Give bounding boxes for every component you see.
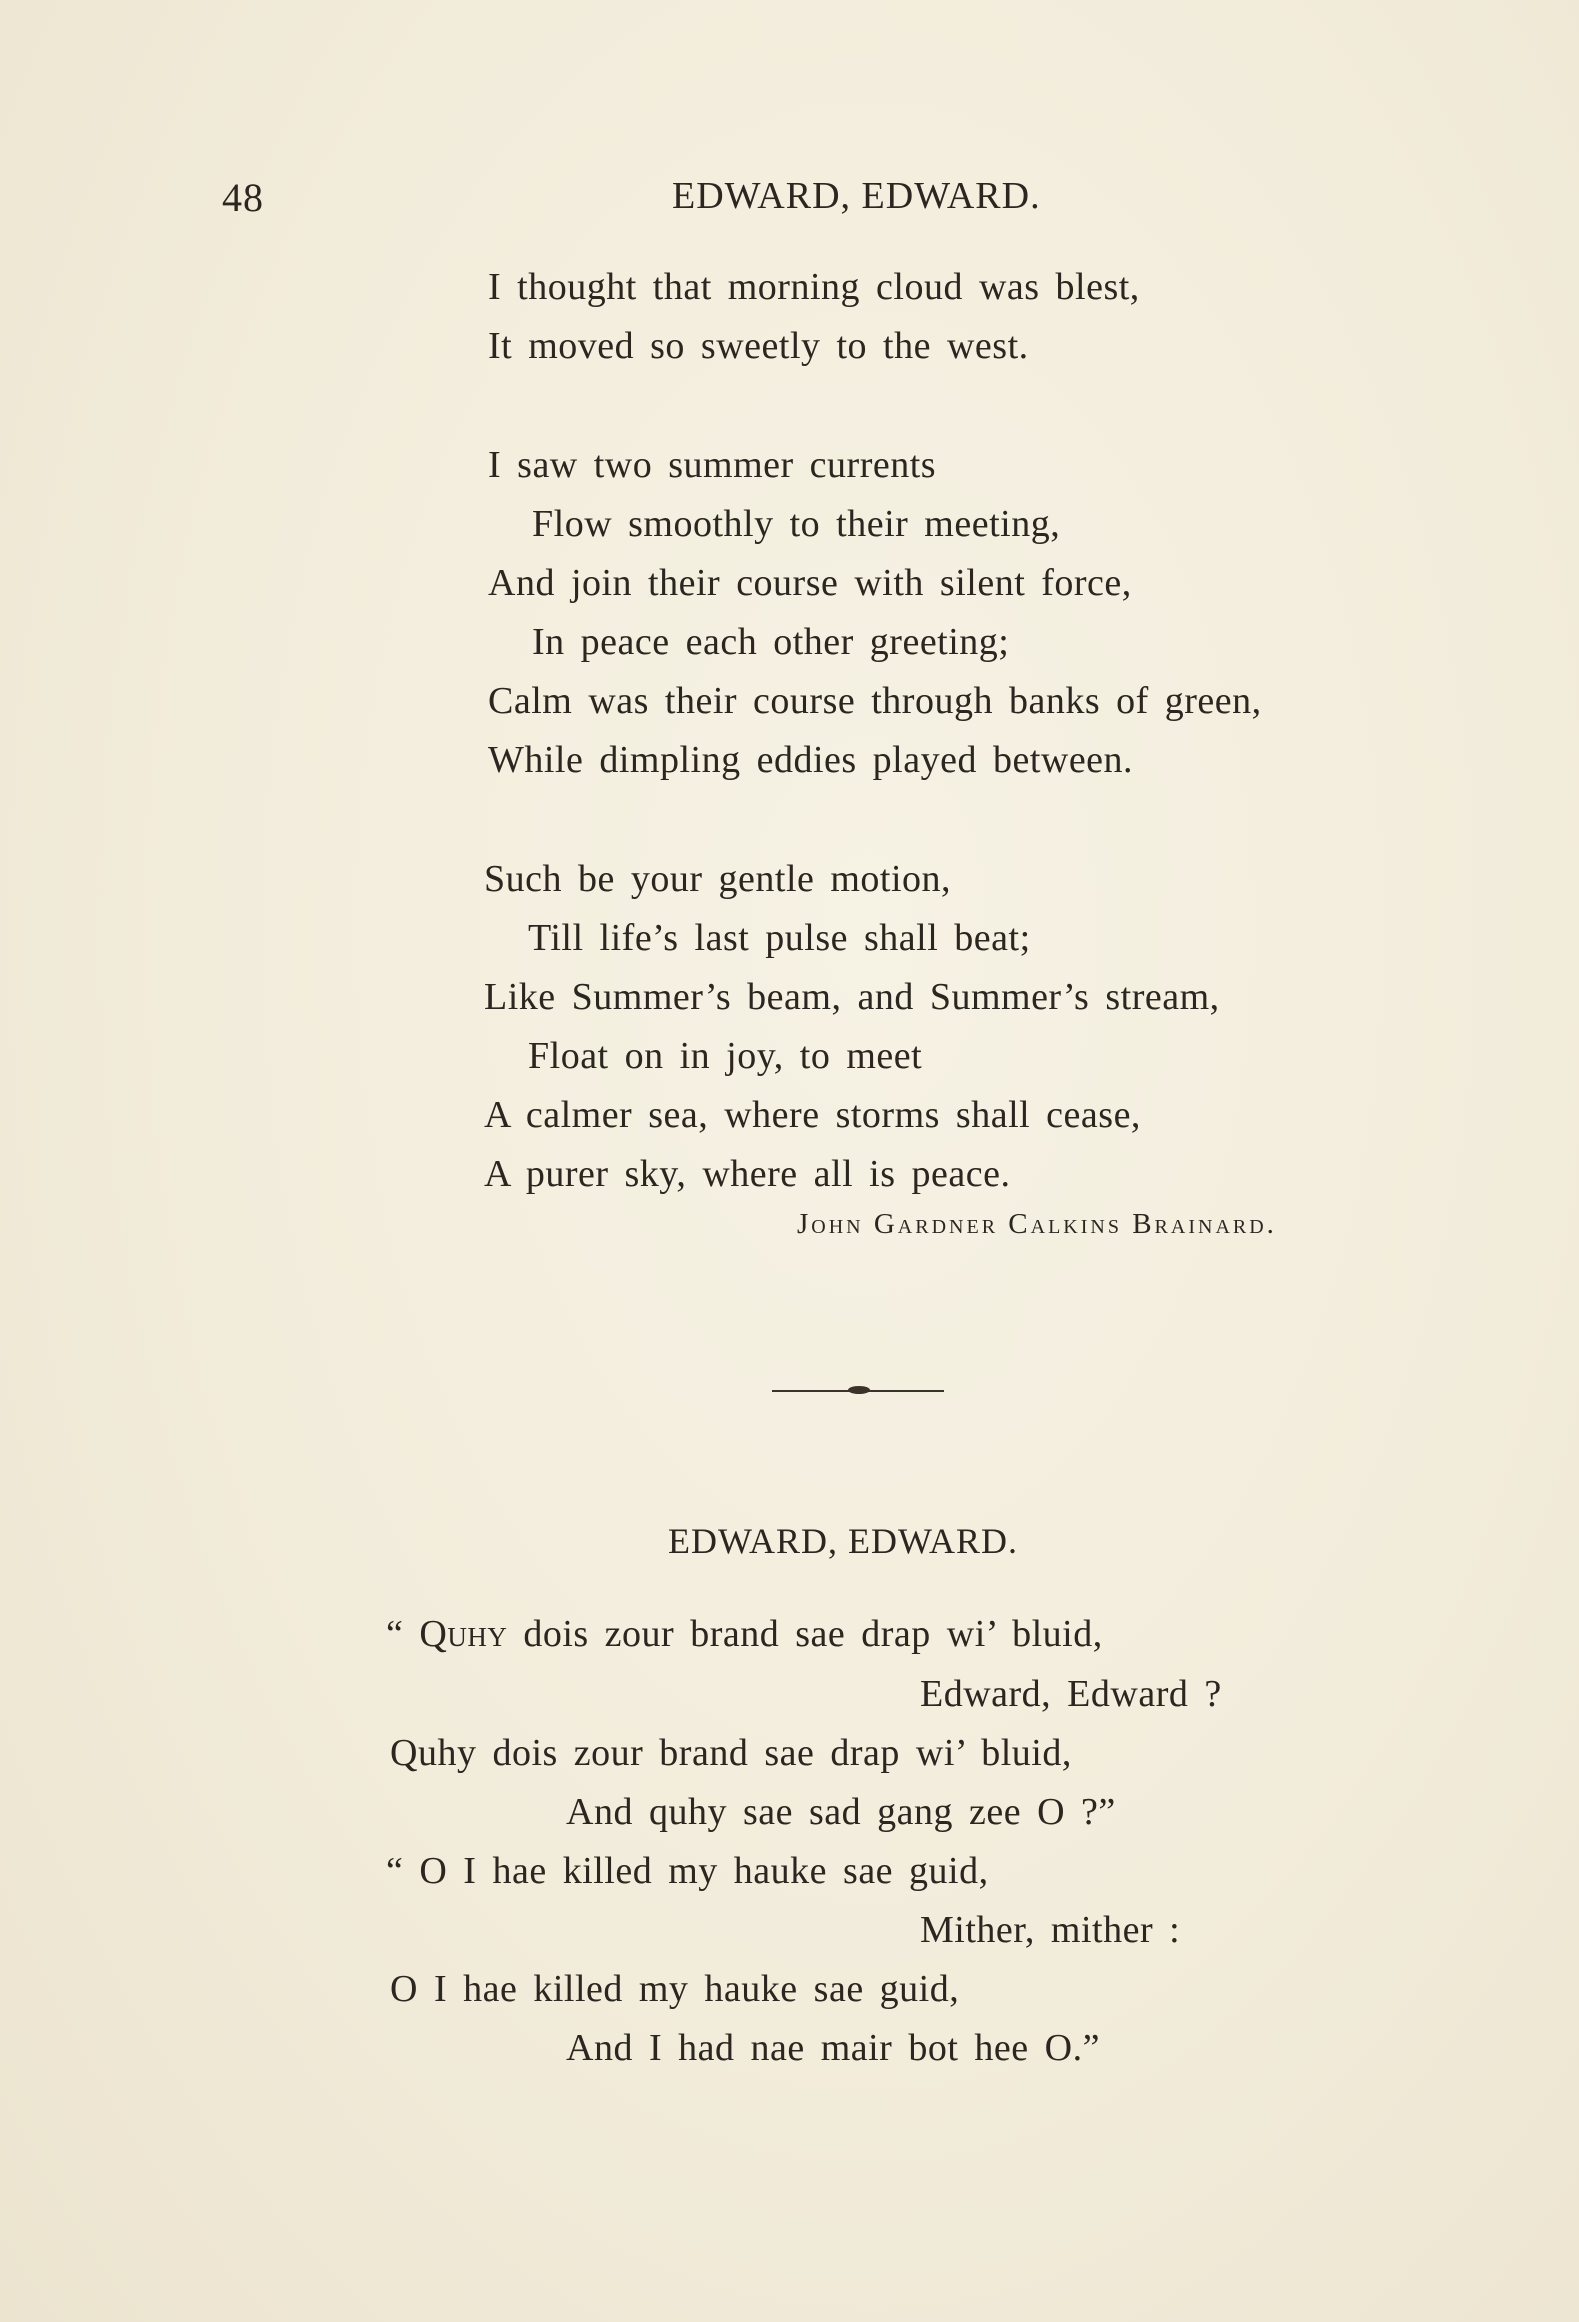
poem-line: And join their course with silent force, xyxy=(488,562,1132,604)
opening-quote: “ xyxy=(386,1613,404,1655)
poem-line: Like Summer’s beam, and Summer’s stream, xyxy=(484,976,1220,1018)
poem-attribution: John Gardner Calkins Brainard. xyxy=(797,1208,1277,1240)
poem-line: In peace each other greeting; xyxy=(532,621,1010,663)
poem-line: While dimpling eddies played between. xyxy=(488,739,1134,781)
poem-title: EDWARD, EDWARD. xyxy=(668,1521,1018,1561)
poem-line: Edward, Edward ? xyxy=(920,1673,1222,1715)
poem-line: And quhy sae sad gang zee O ?” xyxy=(566,1791,1116,1833)
poem-line: Such be your gentle motion, xyxy=(484,858,952,900)
poem-line: It moved so sweetly to the west. xyxy=(488,325,1029,367)
poem-line: Mither, mither : xyxy=(920,1909,1181,1951)
poem-line: O I hae killed my hauke sae guid, xyxy=(390,1968,960,2010)
poem-line: And I had nae mair bot hee O.” xyxy=(566,2027,1100,2069)
poem-line: “ O I hae killed my hauke sae guid, xyxy=(386,1850,989,1892)
poem-line: Quhy dois zour brand sae drap wi’ bluid, xyxy=(390,1732,1072,1774)
poem-line: Flow smoothly to their meeting, xyxy=(532,503,1061,545)
poem-line: Float on in joy, to meet xyxy=(528,1035,923,1077)
first-line-rest: dois zour brand sae drap wi’ bluid, xyxy=(507,1613,1103,1655)
running-title: EDWARD, EDWARD. xyxy=(672,175,1041,217)
poem-line: I saw two summer currents xyxy=(488,444,937,486)
poem-line: A calmer sea, where storms shall cease, xyxy=(484,1094,1141,1136)
poem-line: Till life’s last pulse shall beat; xyxy=(528,917,1031,959)
poem-line: Calm was their course through banks of green, xyxy=(488,680,1262,722)
poem-line: I thought that morning cloud was blest, xyxy=(488,266,1140,308)
poem-line: A purer sky, where all is peace. xyxy=(484,1153,1011,1195)
first-word: Quhy xyxy=(419,1613,508,1655)
divider-ornament xyxy=(848,1386,870,1394)
page-number: 48 xyxy=(222,175,264,220)
poem-first-line xyxy=(386,1612,1103,1656)
